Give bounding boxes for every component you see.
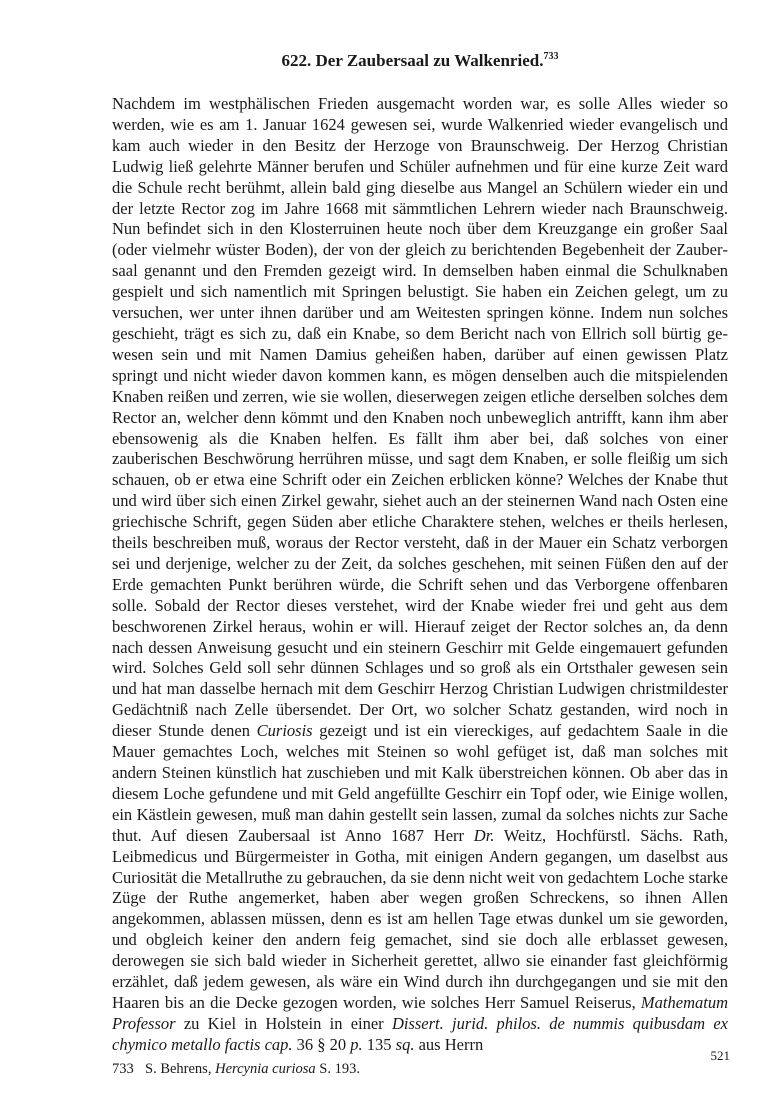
- footnote-reference[interactable]: 733: [543, 51, 559, 62]
- body-italic-segment: Curiosis: [256, 721, 313, 741]
- body-text-segment: Nachdem im westphälischen Frieden ausgemacht worden war, es solle Alles wieder so werden, wie es am 1. Januar 1624 gewesen sei, wurde Walkenried wieder evangelisch und kam auch wieder in den Besitz der Herzoge von Braunschweig. Der Herzog Christian Ludwig ließ gelehrte Männer berufen und Schüler aufnehmen und für eine kurze Zeit ward die Schule recht berühmt, allein bald ging dieselbe aus Mangel an Schülern wieder ein und der letzte Rector zog im Jahre 1668 mit sämmtlichen Lehrern wieder nach Braunschweig. Nun befindet sich in den Klosterruinen heute noch über dem Kreuzgange ein großer Saal (oder vielmehr wüster Boden), der von der gleich zu berichtenden Begebenheit der Zaubersaal genannt und den Fremden gezeigt wird. In demselben haben einmal die Schulknaben gespielt und sich namentlich mit Springen belustigt. Sie haben ein Zeichen gelegt, um zu versuchen, wer unter ihnen darüber und am Weitesten springen könne. Indem nun solches geschieht, trägt es sich zu, daß ein Knabe, so dem Bericht nach von Ellrich soll bürtig gewesen sein und mit Namen Damius geheißen haben, darüber auf einen gewissen Platz springt und nicht wieder davon kommen kann, es mögen denselben auch die mitspielenden Knaben reißen und zerren, wie sie wollen, dieserwegen zeigen etliche derselben solches dem Rector an, welcher denn kömmt und den Knaben noch unbeweglich antrifft, kann ihm aber ebensowenig als die Knaben helfen. Es fällt ihm aber bei, daß solches von einer zauberischen Beschwörung herrühren müsse, und sagt dem Knaben, er solle fleißig um sich schauen, ob er etwa eine Schrift oder ein Zeichen erblicken könne? Welches der Knabe thut und wird über sich einen Zirkel gewahr, siehet auch an der steinernen Wand nach Osten eine griechische Schrift, gegen Süden aber etliche Charaktere stehen, welches er theils herlesen, theils beschreiben muß, woraus der Rector versteht, daß in der Mauer ein Schatz verborgen sei und derjenige, welcher zu der Zeit, da solches geschehen, mit seinen Füßen den auf der Erde gemachten Punkt berühren würde, die Schrift sehen und das Verborgene offenbaren solle. Sobald der Rector dieses verstehet, wird der Knabe wieder frei und geht aus dem beschworenen Zirkel heraus, wohin er will. Hierauf zeiget der Rector solches an, da denn nach dessen Anweisung gesucht und ein steinern Geschirr mit Gelde eingemauert gefunden wird. Solches Geld soll sehr dünnen Schlages und so groß als ein Ortsthaler gewesen sein und hat man dasselbe hernach mit dem Geschirr Herzog Christian Ludwigen christmildester Gedächtniß nach Zelle übersendet. Der Ort, wo solcher Schatz gestanden, wird noch in dieser Stunde denen: [112, 94, 728, 741]
- body-italic-segment: Dissert. jurid. philos. de nummis quibusdam ex chymico metallo factis cap.: [112, 1013, 728, 1054]
- footnote-prefix: S. Behrens,: [145, 1060, 216, 1077]
- body-italic-segment: p.: [350, 1034, 363, 1054]
- body-italic-segment: Mathematum Professor: [112, 992, 728, 1033]
- body-paragraph: [112, 94, 728, 1056]
- chapter-title-text: 622. Der Zaubersaal zu Walkenried.: [281, 51, 544, 70]
- body-text-segment: zu Kiel in Holstein in einer: [175, 1013, 392, 1033]
- page-content: [112, 50, 728, 1078]
- body-text-segment: aus Herrn: [414, 1034, 484, 1054]
- footnote-suffix: S. 193.: [315, 1060, 360, 1077]
- body-italic-segment: sq.: [395, 1034, 415, 1054]
- body-text-segment: 36 § 20: [292, 1034, 351, 1054]
- chapter-title: [112, 50, 728, 72]
- body-text-segment: gezeigt und ist ein viereckiges, auf gedachtem Saale in die Mauer gemachtes Loch, welches mit Steinen so wohl gefüget ist, daß man solches mit andern Steinen künstlich hat zuschieben und mit Kalk überstreichen können. Ob aber das in diesem Loche gefundene und mit Geld angefüllte Geschirr ein Topf oder, wie Einige wollen, ein Kästlein gewesen, muß man dahin gestellt sein lassen, zumal da solches nichts zur Sache thut. Auf diesen Zaubersaal ist Anno 1687 Herr: [112, 721, 728, 845]
- page-number: 521: [710, 1048, 730, 1063]
- footnote-source-title: Hercynia curiosa: [215, 1060, 316, 1077]
- footnote-number: 733: [112, 1060, 134, 1077]
- body-text-segment: Weitz, Hochfürstl. Sächs. Rath, Leibmedicus und Bürgermeister in Gotha, mit einigen Andern gegangen, um daselbst aus Curiosität die Metallruthe zu gebrauchen, da sie denn nicht weit von gedachtem Loche starke Züge der Ruthe angemerket, haben aber wegen großen Schreckens, so ihnen Allen angekommen, ablassen müssen, denn es ist am hellen Tage etwas dunkel um sie geworden, und obgleich keiner den andern feig gemachet, sind sie doch alle erblasset gewesen, derowegen sie sich bald wieder in Sicherheit gerettet, allwo sie einander fast gleichförmig erzählet, daß jedem gewesen, als wäre ein Wind durch ihn durchgegangen und sie mit den Haaren bis an die Decke gezogen worden, wie solches Herr Samuel Reiserus,: [112, 825, 728, 1012]
- body-italic-segment: Dr.: [473, 825, 495, 845]
- footnote: [112, 1060, 728, 1078]
- body-text-segment: 135: [362, 1034, 396, 1054]
